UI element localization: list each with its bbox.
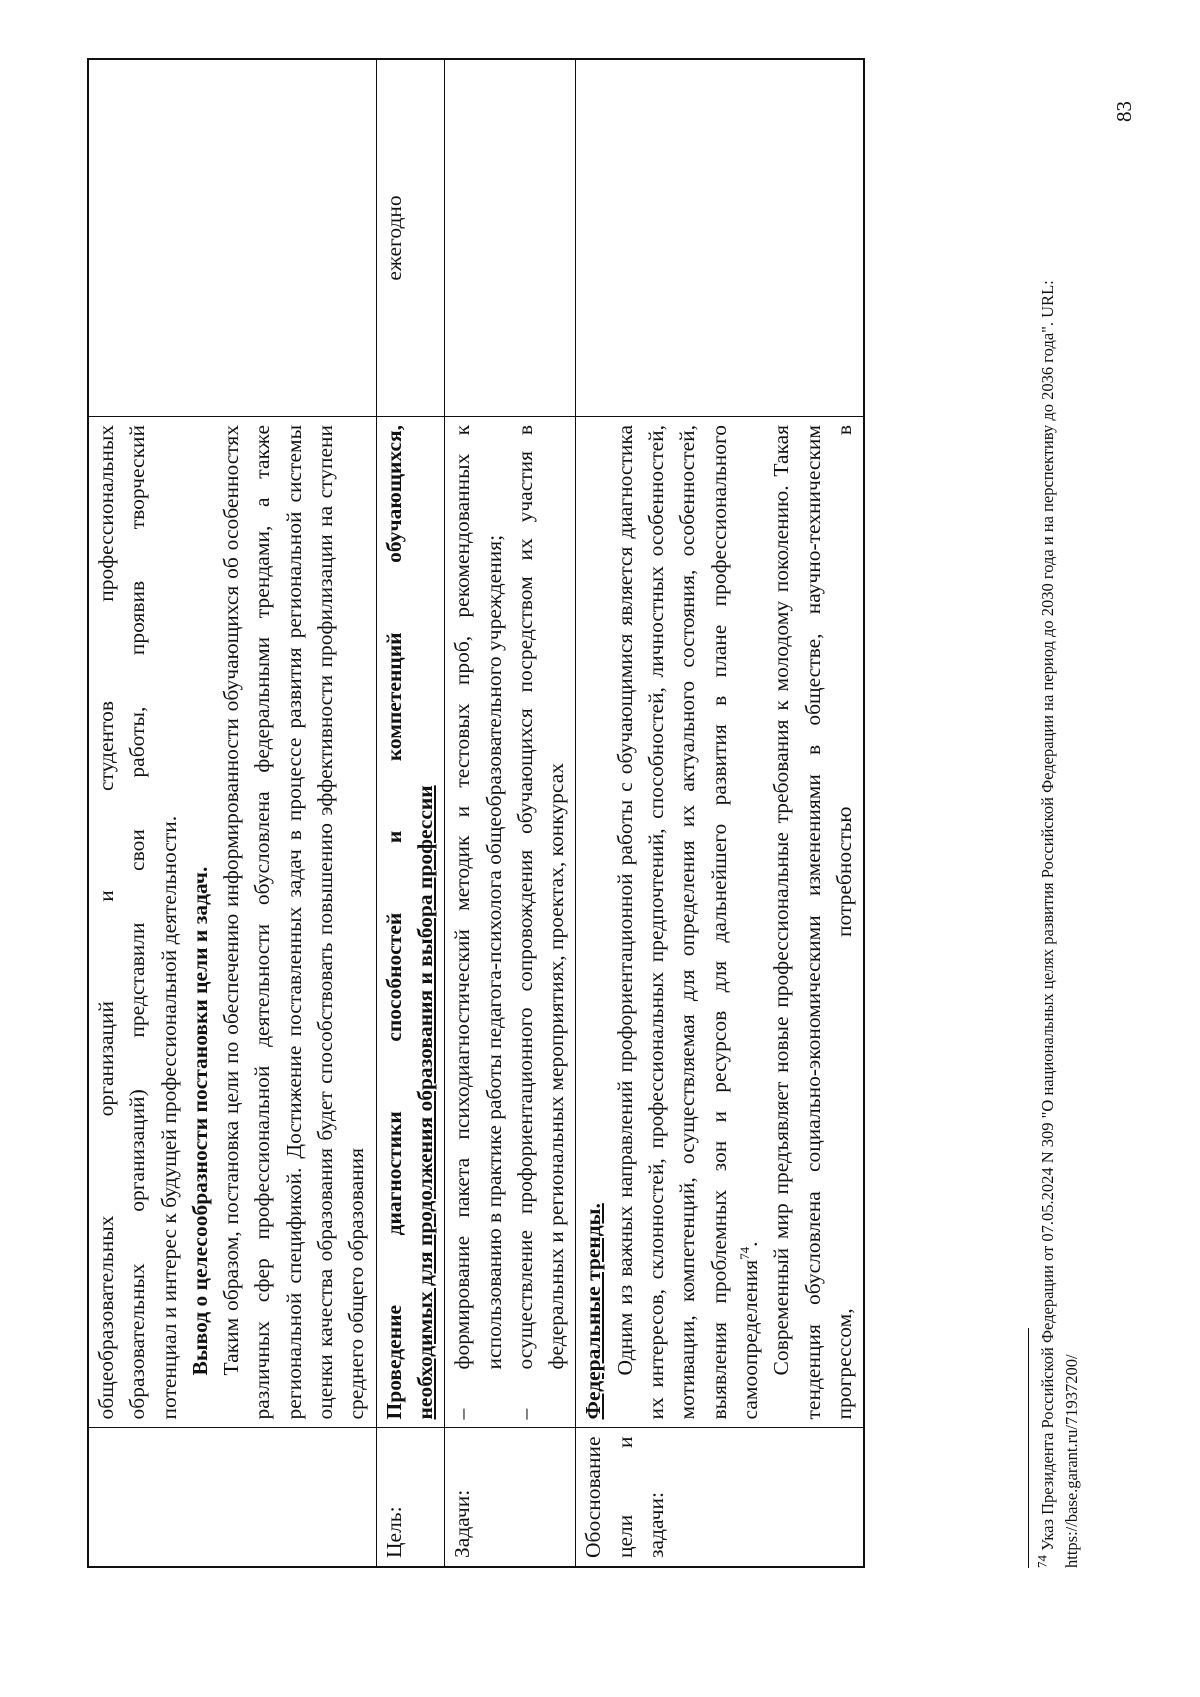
table-row-continuation [88, 59, 376, 1567]
tasks-cell [445, 416, 576, 1428]
goal-text-line-2: необходимых для продолжения образования и выбора профессии [412, 785, 437, 1420]
footnote-text: Указ Президента Российской Федерации от 07.05.2024 N 309 "О национальных целях развития Российской Федерации на период до 2030 года и на перспективу до 2036 года". URL: https://base.garant.ru/71937200/ [1038, 280, 1081, 1568]
goals-table [87, 58, 865, 1568]
goal-text-line-1: Проведение диагностики способностей и компетенций обучающихся, [381, 424, 406, 1420]
footnote-ref: 74 [736, 1246, 752, 1260]
goal-text [376, 416, 445, 1428]
table-row-rationale [576, 59, 864, 1567]
row-label-empty [88, 1428, 376, 1567]
rationale-term-empty [576, 59, 864, 416]
rationale-paragraph-1-end: . [737, 1241, 762, 1247]
rationale-paragraph-2: Современный мир предъявляет новые профессиональные требования к молодому поколению. Такая тенденция обусловлена социально-экономическими изменениями в обществе, научно-техническим прогрессом, потребностью в [769, 424, 856, 1420]
footnote [1036, 68, 1084, 1568]
goal-term: ежегодно [376, 59, 445, 416]
table-row-goal [376, 59, 445, 1567]
rationale-label-line-1: Обоснование [581, 1436, 606, 1558]
footnote-divider [1028, 1328, 1029, 1568]
rationale-label-line-3: задачи: [644, 1492, 669, 1558]
tasks-term-empty [445, 59, 576, 416]
conclusion-heading: Вывод о целесообразности постановки цели и задач. [187, 866, 212, 1376]
task-item-text: осуществление профориентационного сопровождения обучающихся посредством их участия в федеральных и региональных мероприятиях, проектах, конкурсах [512, 424, 569, 1370]
goal-label: Цель: [376, 1428, 445, 1567]
rationale-paragraph-1 [610, 425, 766, 1420]
dash-marker: – [512, 1408, 537, 1420]
conclusion-text: Таким образом, постановка цели по обеспечению информированности обучающихся об особенностях различных сфер профессиональной деятельности обусловлена федеральными трендами, а также региональной спецификой. Достижение поставленных задач в процессе развития региональной системы оценки качества образования будет способствовать повышению эффективности профилизации на ступени среднего общего образования [219, 424, 369, 1420]
continuation-cell [88, 416, 376, 1428]
footnote-number: 74 [1034, 1555, 1050, 1568]
continuation-line-1: общеобразовательных организаций и студентов профессиональных [94, 424, 118, 1420]
task-item-text: формирование пакета психодиагностический методик и тестовых проб, рекомендованных к использованию в практике работы педагога-психолога общеобразовательного учреждения; [450, 424, 506, 1370]
task-item [447, 425, 510, 1420]
rationale-paragraph-1-text: Одним из важных направлений профориентационной работы с обучающимися является диагностика их интересов, склонностей, профессиональных предпочтений, способностей, личностных особенностей, мотивации, компетенций, осуществляемая для определения их актуального состояния, особенностей, выявления проблемных зон и ресурсов для дальнейшего развития в плане профессионального самоопределения [612, 424, 762, 1420]
rationale-heading: Федеральные тренды. [581, 1203, 606, 1420]
dash-marker: – [450, 1408, 475, 1420]
rationale-label-line-2: цели и [612, 1436, 637, 1558]
rationale-label [576, 1428, 864, 1567]
table-row-tasks [445, 59, 576, 1567]
term-cell-empty [88, 59, 376, 416]
tasks-label: Задачи: [445, 1428, 576, 1567]
task-item [510, 425, 573, 1420]
rationale-cell [576, 416, 864, 1428]
page-number: 83 [1112, 101, 1136, 122]
continuation-line-3: потенциал и интерес к будущей профессиональной деятельности. [156, 815, 181, 1420]
continuation-line-2: образовательных организаций) представили свои работы, проявив творческий [125, 424, 150, 1420]
